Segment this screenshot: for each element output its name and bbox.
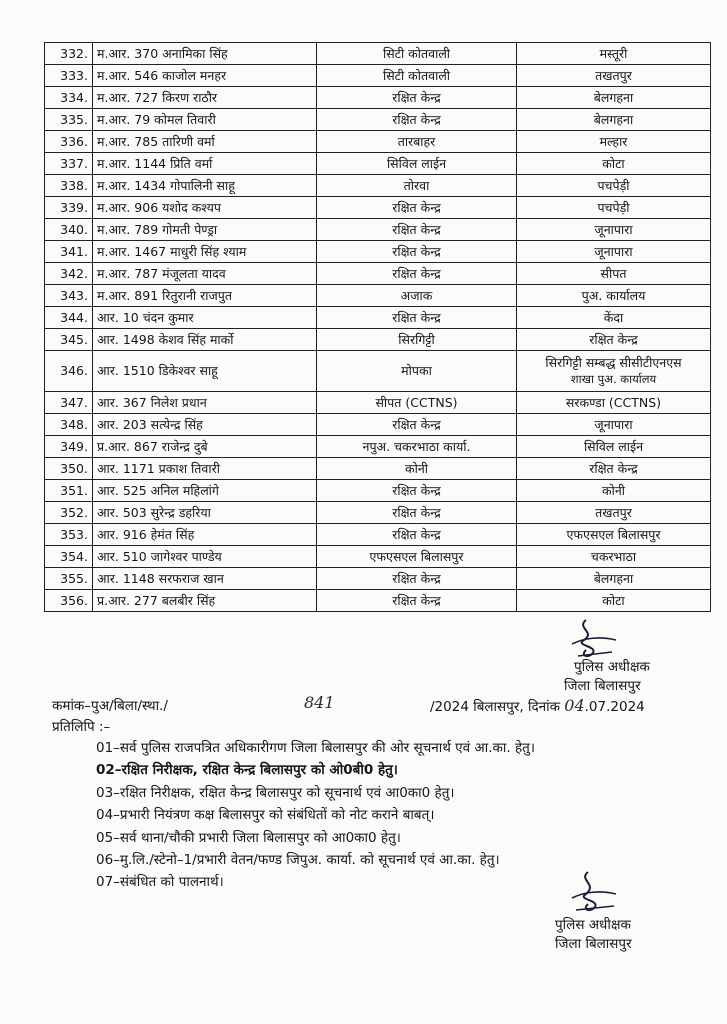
order-day: 04 xyxy=(564,696,585,715)
to-posting-line: पुअ. कार्यालय xyxy=(581,287,646,303)
copy-label: प्रतिलिपि :– xyxy=(52,719,111,735)
from-posting: तारबाहर xyxy=(317,131,517,153)
from-posting: रक्षित केन्द्र xyxy=(317,197,517,219)
from-posting: सीपत (CCTNS) xyxy=(317,392,517,414)
to-posting-line: कोटा xyxy=(602,155,625,171)
table-row xyxy=(45,307,711,329)
row-number: 347. xyxy=(45,392,93,414)
copy-item: 01–सर्व पुलिस राजपत्रित अधिकारीगण जिला बिलासपुर की ओर सूचनार्थ एवं आ.का. हेतु। xyxy=(96,740,535,756)
to-posting xyxy=(517,307,711,329)
employee-name: आर. 1498 केशव सिंह मार्को xyxy=(93,329,317,351)
to-posting-line: रक्षित केन्द्र xyxy=(589,331,638,347)
row-number: 343. xyxy=(45,285,93,307)
from-posting: सिविल लाईन xyxy=(317,153,517,175)
copy-list xyxy=(96,737,535,894)
row-number: 356. xyxy=(45,590,93,612)
row-number: 351. xyxy=(45,480,93,502)
row-number: 354. xyxy=(45,546,93,568)
row-number: 350. xyxy=(45,458,93,480)
order-date-prefix: /2024 बिलासपुर, दिनांक xyxy=(430,699,560,715)
to-posting xyxy=(517,436,711,458)
to-posting xyxy=(517,219,711,241)
from-posting: रक्षित केन्द्र xyxy=(317,87,517,109)
employee-name: म.आर. 1467 माधुरी सिंह श्याम xyxy=(93,241,317,263)
employee-name: प्र.आर. 867 राजेन्द्र दुबे xyxy=(93,436,317,458)
to-posting xyxy=(517,263,711,285)
to-posting-line: पचपेड़ी xyxy=(597,199,630,215)
signature-1 xyxy=(566,616,622,662)
to-posting-line: सीपत xyxy=(600,265,627,281)
employee-name: म.आर. 787 मंजूलता यादव xyxy=(93,263,317,285)
to-posting-line: रक्षित केन्द्र xyxy=(589,460,638,476)
order-date xyxy=(430,696,645,715)
to-posting-line: कोटा xyxy=(602,592,625,608)
employee-name: आर. 916 हेमंत सिंह xyxy=(93,524,317,546)
table-row xyxy=(45,197,711,219)
row-number: 338. xyxy=(45,175,93,197)
to-posting-line: सिरगिट्टी सम्बद्ध सीसीटीएनएस xyxy=(545,355,682,370)
to-posting xyxy=(517,65,711,87)
to-posting xyxy=(517,87,711,109)
to-posting xyxy=(517,546,711,568)
to-posting xyxy=(517,329,711,351)
from-posting: रक्षित केन्द्र xyxy=(317,219,517,241)
from-posting: कोनी xyxy=(317,458,517,480)
table-row xyxy=(45,131,711,153)
row-number: 342. xyxy=(45,263,93,285)
to-posting xyxy=(517,590,711,612)
employee-name: म.आर. 727 किरण राठौर xyxy=(93,87,317,109)
to-posting-line: चकरभाठा xyxy=(590,548,637,564)
employee-name: आर. 10 चंदन कुमार xyxy=(93,307,317,329)
employee-name: म.आर. 789 गोमती पेण्ड्रा xyxy=(93,219,317,241)
from-posting: तोरवा xyxy=(317,175,517,197)
table-row xyxy=(45,241,711,263)
to-posting xyxy=(517,480,711,502)
table-row xyxy=(45,109,711,131)
employee-name: म.आर. 79 कोमल तिवारी xyxy=(93,109,317,131)
to-posting-line: तखतपुर xyxy=(595,67,632,83)
employee-name: म.आर. 1434 गोपालिनी साहू xyxy=(93,175,317,197)
to-posting-line: बेलगहना xyxy=(593,570,634,586)
to-posting-line: जूनापारा xyxy=(594,416,633,432)
employee-name: प्र.आर. 277 बलबीर सिंह xyxy=(93,590,317,612)
order-number: 841 xyxy=(304,693,335,712)
employee-name: आर. 203 सत्येन्द्र सिंह xyxy=(93,414,317,436)
table-row xyxy=(45,175,711,197)
from-posting: रक्षित केन्द्र xyxy=(317,502,517,524)
designation-2: पुलिस अधीक्षक xyxy=(555,917,631,933)
table-row xyxy=(45,87,711,109)
table-row xyxy=(45,458,711,480)
order-prefix: कमांक–पुअ/बिला/स्था./ xyxy=(52,698,168,714)
employee-name: आर. 1510 डिकेश्वर साहू xyxy=(93,351,317,392)
order-date-suffix: .07.2024 xyxy=(584,699,645,715)
district-1: जिला बिलासपुर xyxy=(564,678,641,694)
employee-name: आर. 367 निलेश प्रधान xyxy=(93,392,317,414)
to-posting xyxy=(517,524,711,546)
signature-block-2 xyxy=(555,916,632,954)
table-row xyxy=(45,568,711,590)
to-posting-line: सिविल लाईन xyxy=(583,438,644,454)
to-posting xyxy=(517,109,711,131)
employee-name: आर. 503 सुरेन्द्र डहरिया xyxy=(93,502,317,524)
to-posting-line: बेलगहना xyxy=(593,89,634,105)
to-posting-line: पचपेड़ी xyxy=(597,177,630,193)
to-posting xyxy=(517,153,711,175)
order-reference-line xyxy=(52,693,692,715)
row-number: 344. xyxy=(45,307,93,329)
employee-name: म.आर. 370 अनामिका सिंह xyxy=(93,43,317,65)
from-posting: एफएसएल बिलासपुर xyxy=(317,546,517,568)
from-posting: मोपका xyxy=(317,351,517,392)
employee-name: आर. 1171 प्रकाश तिवारी xyxy=(93,458,317,480)
from-posting: रक्षित केन्द्र xyxy=(317,109,517,131)
district-2: जिला बिलासपुर xyxy=(555,936,632,952)
copy-item: 07–संबंधित को पालनार्थ। xyxy=(96,874,224,891)
employee-name: आर. 525 अनिल महिलांगे xyxy=(93,480,317,502)
copy-item: 02–रक्षित निरीक्षक, रक्षित केन्द्र बिलासपुर को ओ0बी0 हेतु। xyxy=(96,762,398,779)
employee-name: म.आर. 906 यशोद कश्यप xyxy=(93,197,317,219)
row-number: 345. xyxy=(45,329,93,351)
table-row xyxy=(45,329,711,351)
from-posting: सिरगिट्टी xyxy=(317,329,517,351)
row-number: 333. xyxy=(45,65,93,87)
to-posting-line: मस्तूरी xyxy=(599,45,628,61)
copy-item: 05–सर्व थाना/चौकी प्रभारी जिला बिलासपुर को आ0का0 हेतु। xyxy=(96,829,401,846)
employee-name: म.आर. 891 रितुरानी राजपुत xyxy=(93,285,317,307)
to-posting xyxy=(517,197,711,219)
table-row xyxy=(45,502,711,524)
table-row xyxy=(45,480,711,502)
from-posting: रक्षित केन्द्र xyxy=(317,568,517,590)
employee-name: म.आर. 785 तारिणी वर्मा xyxy=(93,131,317,153)
row-number: 339. xyxy=(45,197,93,219)
table-row xyxy=(45,43,711,65)
from-posting: रक्षित केन्द्र xyxy=(317,263,517,285)
to-posting xyxy=(517,285,711,307)
from-posting: रक्षित केन्द्र xyxy=(317,307,517,329)
copy-item: 03–रक्षित निरीक्षक, रक्षित केन्द्र बिलासपुर को सूचनार्थ एवं आ0का0 हेतु। xyxy=(96,784,455,801)
from-posting: रक्षित केन्द्र xyxy=(317,241,517,263)
to-posting-line: एफएसएल बिलासपुर xyxy=(566,526,661,542)
from-posting: रक्षित केन्द्र xyxy=(317,590,517,612)
row-number: 332. xyxy=(45,43,93,65)
from-posting: रक्षित केन्द्र xyxy=(317,480,517,502)
to-posting xyxy=(517,131,711,153)
employee-name: आर. 1148 सरफराज खान xyxy=(93,568,317,590)
row-number: 353. xyxy=(45,524,93,546)
to-posting-line: जूनापारा xyxy=(594,221,633,237)
copy-item: 04–प्रभारी नियंत्रण कक्ष बिलासपुर को संबंधितों को नोट कराने बाबत्। xyxy=(96,807,435,824)
row-number: 335. xyxy=(45,109,93,131)
to-posting xyxy=(517,414,711,436)
from-posting: रक्षित केन्द्र xyxy=(317,524,517,546)
row-number: 349. xyxy=(45,436,93,458)
to-posting xyxy=(517,392,711,414)
table-row xyxy=(45,263,711,285)
signature-2 xyxy=(566,868,622,916)
row-number: 337. xyxy=(45,153,93,175)
row-number: 348. xyxy=(45,414,93,436)
to-posting-line-2: शाखा पुअ. कार्यालय xyxy=(570,372,657,386)
signature-mark-2 xyxy=(566,868,622,916)
to-posting xyxy=(517,568,711,590)
row-number: 334. xyxy=(45,87,93,109)
row-number: 336. xyxy=(45,131,93,153)
row-number: 355. xyxy=(45,568,93,590)
from-posting: नपुअ. चकरभाठा कार्या. xyxy=(317,436,517,458)
to-posting xyxy=(517,175,711,197)
table-row xyxy=(45,351,711,392)
table-row xyxy=(45,546,711,568)
to-posting-line: मल्हार xyxy=(599,133,628,149)
from-posting: सिटी कोतवाली xyxy=(317,43,517,65)
table-row xyxy=(45,219,711,241)
table-row xyxy=(45,414,711,436)
table-row xyxy=(45,392,711,414)
row-number: 340. xyxy=(45,219,93,241)
to-posting xyxy=(517,43,711,65)
signature-block-1 xyxy=(564,658,650,696)
table-row xyxy=(45,436,711,458)
to-posting xyxy=(517,502,711,524)
to-posting xyxy=(517,458,711,480)
employee-name: म.आर. 1144 प्रिति वर्मा xyxy=(93,153,317,175)
to-posting-line: बेलगहना xyxy=(593,111,634,127)
to-posting-line: सरकण्डा (CCTNS) xyxy=(565,394,662,410)
row-number: 341. xyxy=(45,241,93,263)
from-posting: अजाक xyxy=(317,285,517,307)
to-posting xyxy=(517,351,711,392)
table-row xyxy=(45,153,711,175)
to-posting-line: तखतपुर xyxy=(595,504,632,520)
transfer-table xyxy=(44,42,711,612)
copy-item: 06–मु.लि./स्टेनो–1/प्रभारी वेतन/फण्ड जिपुअ. कार्या. को सूचनार्थ एवं आ.का. हेतु। xyxy=(96,851,500,868)
to-posting-line: केंदा xyxy=(603,309,624,325)
table-row xyxy=(45,590,711,612)
signature-mark-1 xyxy=(566,616,622,662)
designation-1: पुलिस अधीक्षक xyxy=(574,659,650,675)
table-row xyxy=(45,65,711,87)
row-number: 346. xyxy=(45,351,93,392)
to-posting xyxy=(517,241,711,263)
employee-name: म.आर. 546 काजोल मनहर xyxy=(93,65,317,87)
to-posting-line: जूनापारा xyxy=(594,243,633,259)
row-number: 352. xyxy=(45,502,93,524)
table-row xyxy=(45,285,711,307)
from-posting: रक्षित केन्द्र xyxy=(317,414,517,436)
to-posting-line: कोनी xyxy=(601,482,625,498)
employee-name: आर. 510 जागेश्वर पाण्डेय xyxy=(93,546,317,568)
table-row xyxy=(45,524,711,546)
transfer-table-body xyxy=(45,43,711,612)
from-posting: सिटी कोतवाली xyxy=(317,65,517,87)
